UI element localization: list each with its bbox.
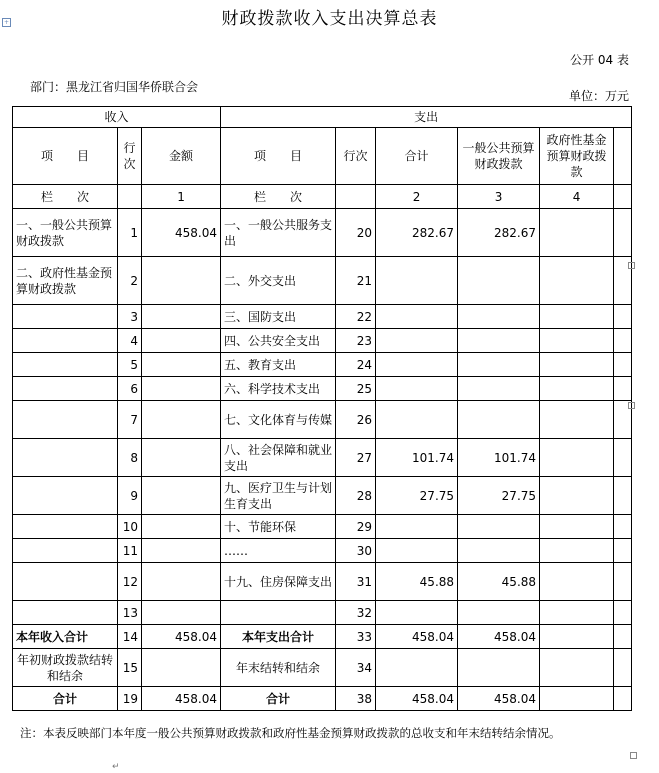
income-amount xyxy=(142,401,221,439)
income-amount xyxy=(142,515,221,539)
expense-item: 十九、住房保障支出 xyxy=(221,563,336,601)
expense-general: 45.88 xyxy=(458,563,540,601)
expense-row-no: 28 xyxy=(336,477,376,515)
col-fund: 政府性基金预算财政拨款 xyxy=(540,128,614,185)
form-number: 公开 04 表 xyxy=(570,53,629,67)
expense-general xyxy=(458,377,540,401)
expense-item: 三、国防支出 xyxy=(221,305,336,329)
lanci-3: 3 xyxy=(458,185,540,209)
expense-row-no: 23 xyxy=(336,329,376,353)
lanci-2: 2 xyxy=(376,185,458,209)
income-row-no: 12 xyxy=(118,563,142,601)
income-row-no: 11 xyxy=(118,539,142,563)
group-header-row xyxy=(13,107,632,128)
expense-item: 十、节能环保 xyxy=(221,515,336,539)
expense-general: 27.75 xyxy=(458,477,540,515)
col-blank xyxy=(614,128,632,185)
expense-fund xyxy=(540,401,614,439)
table-row xyxy=(13,539,632,563)
income-amount xyxy=(142,257,221,305)
expense-total xyxy=(376,353,458,377)
income-row-no: 3 xyxy=(118,305,142,329)
expense-row-no: 20 xyxy=(336,209,376,257)
income-item xyxy=(13,305,118,329)
expense-row-no: 21 xyxy=(336,257,376,305)
square-marker-icon xyxy=(630,752,637,759)
expense-row-no: 34 xyxy=(336,649,376,687)
expense-item: 四、公共安全支出 xyxy=(221,329,336,353)
expense-fund xyxy=(540,539,614,563)
income-row-no: 10 xyxy=(118,515,142,539)
expense-row-no: 38 xyxy=(336,687,376,711)
expense-general: 282.67 xyxy=(458,209,540,257)
table-row xyxy=(13,377,632,401)
table-row xyxy=(13,601,632,625)
income-amount: 458.04 xyxy=(142,625,221,649)
department-label: 部门：黑龙江省归国华侨联合会 xyxy=(30,80,199,94)
col-total: 合计 xyxy=(376,128,458,185)
expense-header: 支出 xyxy=(221,107,632,128)
income-header: 收入 xyxy=(13,107,221,128)
budget-table xyxy=(12,106,632,711)
expense-total: 458.04 xyxy=(376,625,458,649)
expense-fund xyxy=(540,439,614,477)
expense-general xyxy=(458,401,540,439)
expense-total xyxy=(376,649,458,687)
expense-fund xyxy=(540,563,614,601)
expense-fund xyxy=(540,257,614,305)
expense-total: 282.67 xyxy=(376,209,458,257)
expense-general xyxy=(458,353,540,377)
income-item xyxy=(13,515,118,539)
table-row xyxy=(13,401,632,439)
expense-fund xyxy=(540,687,614,711)
expense-row-no: 31 xyxy=(336,563,376,601)
income-item xyxy=(13,477,118,515)
page-title: 财政拨款收入支出决算总表 xyxy=(221,9,438,29)
expense-row-no: 30 xyxy=(336,539,376,563)
expense-general xyxy=(458,649,540,687)
income-amount xyxy=(142,477,221,515)
expense-fund xyxy=(540,305,614,329)
expense-total-label: 合计 xyxy=(221,687,336,711)
expense-item: 二、外交支出 xyxy=(221,257,336,305)
unit-label: 单位：万元 xyxy=(568,89,629,103)
income-amount: 458.04 xyxy=(142,209,221,257)
expense-row-no: 27 xyxy=(336,439,376,477)
income-sum-label: 本年收入合计 xyxy=(13,625,118,649)
expense-total xyxy=(376,377,458,401)
expense-row-no: 33 xyxy=(336,625,376,649)
income-amount xyxy=(142,601,221,625)
square-marker-icon xyxy=(628,262,635,269)
column-header-row xyxy=(13,128,632,185)
expense-item: 七、文化体育与传媒 xyxy=(221,401,336,439)
income-amount xyxy=(142,539,221,563)
carry-row xyxy=(13,649,632,687)
expense-fund xyxy=(540,377,614,401)
table-anchor-icon[interactable]: + xyxy=(3,19,10,26)
income-row-no: 1 xyxy=(118,209,142,257)
income-amount xyxy=(142,649,221,687)
lanci-label-2: 栏 次 xyxy=(221,185,336,209)
expense-carry-label: 年末结转和结余 xyxy=(221,649,336,687)
income-item xyxy=(13,401,118,439)
col-general: 一般公共预算财政拨款 xyxy=(458,128,540,185)
expense-item: 六、科学技术支出 xyxy=(221,377,336,401)
col-exp-row: 行次 xyxy=(336,128,376,185)
income-amount xyxy=(142,377,221,401)
expense-fund xyxy=(540,209,614,257)
table-row xyxy=(13,305,632,329)
paragraph-mark-icon: ↵ xyxy=(112,762,120,772)
table-row xyxy=(13,515,632,539)
expense-general xyxy=(458,601,540,625)
lanci-1: 1 xyxy=(142,185,221,209)
income-item xyxy=(13,563,118,601)
expense-total xyxy=(376,539,458,563)
income-row-no: 15 xyxy=(118,649,142,687)
col-row: 行次 xyxy=(118,128,142,185)
expense-general xyxy=(458,305,540,329)
income-row-no: 14 xyxy=(118,625,142,649)
income-item xyxy=(13,439,118,477)
expense-sum-label: 本年支出合计 xyxy=(221,625,336,649)
lanci-4: 4 xyxy=(540,185,614,209)
table-row xyxy=(13,209,632,257)
income-carry-label: 年初财政拨款结转和结余 xyxy=(13,649,118,687)
income-row-no: 5 xyxy=(118,353,142,377)
income-row-no: 7 xyxy=(118,401,142,439)
expense-total: 101.74 xyxy=(376,439,458,477)
table-row xyxy=(13,439,632,477)
income-amount xyxy=(142,305,221,329)
table-row xyxy=(13,477,632,515)
income-amount xyxy=(142,353,221,377)
table-row xyxy=(13,329,632,353)
expense-fund xyxy=(540,477,614,515)
expense-total xyxy=(376,401,458,439)
expense-item: 八、社会保障和就业支出 xyxy=(221,439,336,477)
income-row-no: 9 xyxy=(118,477,142,515)
expense-total xyxy=(376,515,458,539)
expense-fund xyxy=(540,515,614,539)
expense-total: 45.88 xyxy=(376,563,458,601)
expense-general xyxy=(458,257,540,305)
col-amount: 金额 xyxy=(142,128,221,185)
expense-general: 101.74 xyxy=(458,439,540,477)
expense-item: 一、一般公共服务支出 xyxy=(221,209,336,257)
expense-row-no: 22 xyxy=(336,305,376,329)
expense-row-no: 32 xyxy=(336,601,376,625)
income-row-no: 6 xyxy=(118,377,142,401)
expense-total xyxy=(376,257,458,305)
expense-item: …… xyxy=(221,539,336,563)
income-item xyxy=(13,353,118,377)
income-amount xyxy=(142,439,221,477)
expense-general xyxy=(458,515,540,539)
income-row-no: 8 xyxy=(118,439,142,477)
expense-item: 九、医疗卫生与计划生育支出 xyxy=(221,477,336,515)
expense-general xyxy=(458,539,540,563)
income-row-no: 19 xyxy=(118,687,142,711)
income-item xyxy=(13,539,118,563)
expense-fund xyxy=(540,649,614,687)
table-row xyxy=(13,353,632,377)
expense-total: 27.75 xyxy=(376,477,458,515)
expense-total: 458.04 xyxy=(376,687,458,711)
income-amount xyxy=(142,563,221,601)
income-amount xyxy=(142,329,221,353)
expense-general: 458.04 xyxy=(458,625,540,649)
lanci-label: 栏 次 xyxy=(13,185,118,209)
expense-row-no: 29 xyxy=(336,515,376,539)
income-item xyxy=(13,377,118,401)
income-item: 一、一般公共预算财政拨款 xyxy=(13,209,118,257)
income-item xyxy=(13,601,118,625)
expense-total xyxy=(376,329,458,353)
table-row xyxy=(13,257,632,305)
col-item: 项 目 xyxy=(13,128,118,185)
total-row xyxy=(13,687,632,711)
income-item: 二、政府性基金预算财政拨款 xyxy=(13,257,118,305)
sum-row xyxy=(13,625,632,649)
expense-row-no: 24 xyxy=(336,353,376,377)
col-exp-item: 项 目 xyxy=(221,128,336,185)
expense-item: 五、教育支出 xyxy=(221,353,336,377)
expense-item xyxy=(221,601,336,625)
expense-fund xyxy=(540,353,614,377)
expense-fund xyxy=(540,625,614,649)
expense-row-no: 26 xyxy=(336,401,376,439)
income-amount: 458.04 xyxy=(142,687,221,711)
expense-total xyxy=(376,601,458,625)
expense-row-no: 25 xyxy=(336,377,376,401)
expense-total xyxy=(376,305,458,329)
expense-fund xyxy=(540,329,614,353)
income-item xyxy=(13,329,118,353)
income-total-label: 合计 xyxy=(13,687,118,711)
footnote: 注：本表反映部门本年度一般公共预算财政拨款和政府性基金预算财政拨款的总收支和年末结转结余情况。 xyxy=(20,726,561,740)
lanci-row xyxy=(13,185,632,209)
income-row-no: 4 xyxy=(118,329,142,353)
expense-fund xyxy=(540,601,614,625)
table-row xyxy=(13,563,632,601)
expense-general xyxy=(458,329,540,353)
expense-general: 458.04 xyxy=(458,687,540,711)
square-marker-icon xyxy=(628,402,635,409)
income-row-no: 2 xyxy=(118,257,142,305)
income-row-no: 13 xyxy=(118,601,142,625)
